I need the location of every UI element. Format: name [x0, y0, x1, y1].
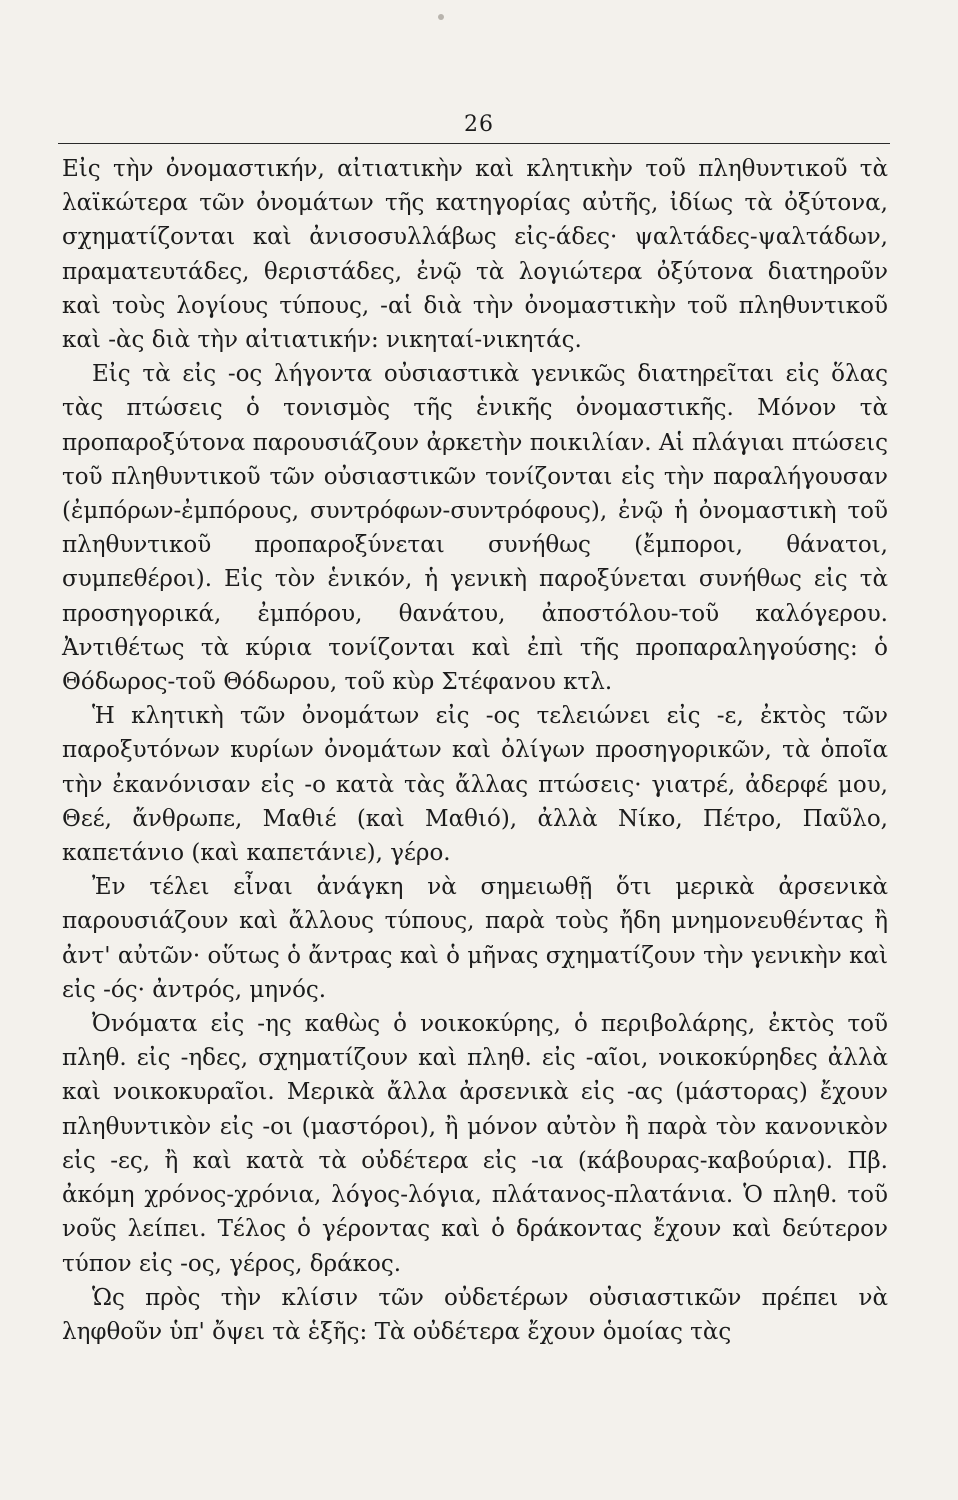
paragraph-5: Ὀνόματα εἰς -ης καθὼς ὁ νοικοκύρης, ὁ περιβολάρης, ἐκτὸς τοῦ πληθ. εἰς -ηδες, σχηματίζουν καὶ πληθ. εἰς -αῖοι, νοικοκύρηδες ἀλλὰ καὶ νοικοκυραῖοι. Μερικὰ ἄλλα ἀρσενικὰ εἰς -ας (μάστορας) ἔχουν πληθυντικὸν εἰς -οι (μαστόροι), ἢ μόνον αὐτὸν ἢ παρὰ τὸν κανονικὸν εἰς -ες, ἢ καὶ κατὰ τὰ οὐδέτερα εἰς -ια (κάβουρας-καβούρια). Πβ. ἀκόμη χρόνος-χρόνια, λόγος-λόγια, πλάτανος-πλατάνια. Ὁ πληθ. τοῦ νοῦς λείπει. Τέλος ὁ γέροντας καὶ ὁ δράκοντας ἔχουν καὶ δεύτερον τύπον εἰς -ος, γέρος, δράκος.: [62, 1011, 888, 1277]
paragraph-1: Εἰς τὴν ὀνομαστικήν, αἰτιατικὴν καὶ κλητικὴν τοῦ πληθυντικοῦ τὰ λαϊκώτερα τῶν ὀνομάτων τῆς κατηγορίας αὐτῆς, ἰδίως τὰ ὀξύτονα, σχηματίζονται καὶ ἀνισοσυλλάβως εἰς-άδες· ψαλτάδες-ψαλτάδων, πραματευτάδες, θεριστάδες, ἐνῷ τὰ λογιώτερα ὀξύτονα διατηροῦν καὶ τοὺς λογίους τύπους, -αἱ διὰ τὴν ὀνομαστικὴν τοῦ πληθυντικοῦ καὶ -ὰς διὰ τὴν αἰτιατικήν: νικηταί-νικητάς.: [62, 156, 888, 354]
paragraph-6: Ὡς πρὸς τὴν κλίσιν τῶν οὐδετέρων οὐσιαστικῶν πρέπει νὰ ληφθοῦν ὑπ' ὄψει τὰ ἑξῆς: Τὰ οὐδέτερα ἔχουν ὁμοίας τὰς: [62, 1284, 888, 1345]
page-body: [62, 152, 888, 1349]
page-number: 26: [464, 112, 494, 137]
paragraph-4: Ἐν τέλει εἶναι ἀνάγκη νὰ σημειωθῇ ὅτι μερικὰ ἀρσενικὰ παρουσιάζουν καὶ ἄλλους τύπους, παρὰ τοὺς ἤδη μνημονευθέντας ἢ ἀντ' αὐτῶν· οὕτως ὁ ἄντρας καὶ ὁ μῆνας σχηματίζουν τὴν γενικὴν καὶ εἰς -ός· ἀντρός, μηνός.: [62, 874, 888, 1003]
speck: [438, 14, 444, 20]
paragraph-3: Ἡ κλητικὴ τῶν ὀνομάτων εἰς -ος τελειώνει εἰς -ε, ἐκτὸς τῶν παροξυτόνων κυρίων ὀνομάτων καὶ ὀλίγων προσηγορικῶν, τὰ ὁποῖα τὴν ἐκανόνισαν εἰς -ο κατὰ τὰς ἄλλας πτώσεις· γιατρέ, ἀδερφέ μου, Θεέ, ἄνθρωπε, Μαθιέ (καὶ Μαθιό), ἀλλὰ Νίκο, Πέτρο, Παῦλο, καπετάνιο (καὶ καπετάνιε), γέρο.: [62, 703, 888, 867]
header-rule: [58, 143, 890, 144]
paragraph-2: Εἰς τὰ εἰς -ος λήγοντα οὐσιαστικὰ γενικῶς διατηρεῖται εἰς ὅλας τὰς πτώσεις ὁ τονισμὸς τῆς ἑνικῆς ὀνομαστικῆς. Μόνον τὰ προπαροξύτονα παρουσιάζουν ἀρκετὴν ποικιλίαν. Αἱ πλάγιαι πτώσεις τοῦ πληθυντικοῦ τῶν οὐσιαστικῶν τονίζονται εἰς τὴν παραλήγουσαν (ἐμπόρων-ἐμπόρους, συντρόφων-συντρόφους), ἐνῷ ἡ ὀνομαστικὴ τοῦ πληθυντικοῦ προπαροξύνεται συνήθως (ἔμποροι, θάνατοι, συμπεθέροι). Εἰς τὸν ἑνικόν, ἡ γενικὴ παροξύνεται συνήθως εἰς τὰ προσηγορικά, ἐμπόρου, θανάτου, ἀποστόλου-τοῦ καλόγερου. Ἀντιθέτως τὰ κύρια τονίζονται καὶ ἐπὶ τῆς προπαραληγούσης: ὁ Θόδωρος-τοῦ Θόδωρου, τοῦ κὺρ Στέφανου κτλ.: [62, 361, 888, 696]
